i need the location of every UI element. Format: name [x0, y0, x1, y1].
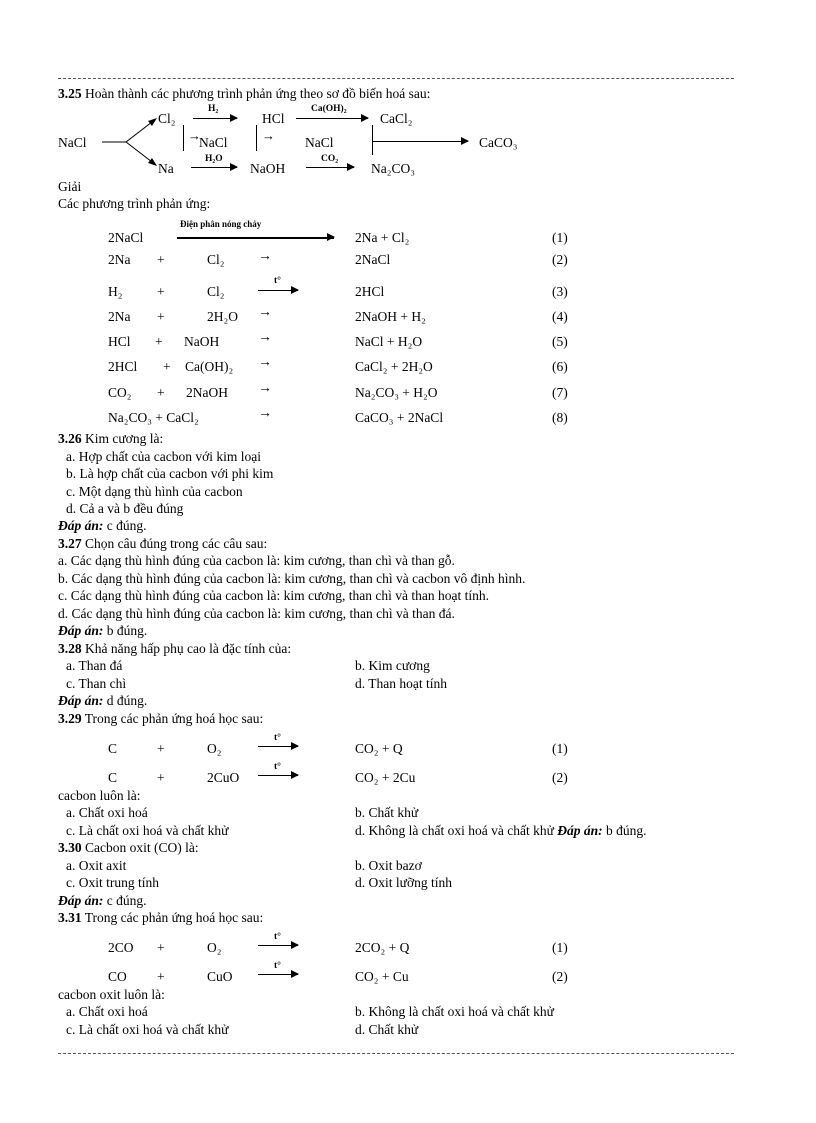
question-text: Trong các phản ứng hoá học sau:	[81, 711, 264, 726]
option-c: c. Than chì	[66, 676, 127, 691]
h2o-label: H₂O	[205, 154, 223, 164]
answer	[58, 693, 147, 709]
heat-label: t°	[274, 932, 281, 942]
arrow-icon	[258, 746, 298, 747]
option-d-with-answer	[355, 823, 647, 839]
heat-label: t°	[274, 276, 281, 286]
question-3-29	[58, 711, 263, 727]
arrow-icon	[177, 237, 334, 238]
answer-value: b đúng.	[602, 823, 647, 838]
nacl-mid2: NaCl	[305, 135, 334, 150]
reactant: CO₂	[108, 385, 132, 400]
product: CO₂ + Cu	[355, 969, 409, 984]
option-a: a. Chất oxi hoá	[66, 805, 148, 820]
reactant: Ca(OH)₂	[185, 359, 234, 374]
question-number: 3.29	[58, 711, 82, 726]
arrow-icon	[258, 775, 298, 776]
arrow-icon: →	[188, 128, 201, 143]
question-3-27	[58, 536, 267, 552]
cacl2-join-line	[372, 125, 373, 155]
plus: +	[157, 252, 165, 267]
branch-arrows	[100, 110, 160, 172]
plus: +	[157, 770, 165, 785]
arrow-icon: →	[258, 381, 272, 396]
option-d: d. Oxit lưỡng tính	[355, 875, 452, 890]
answer-value: c đúng.	[103, 893, 147, 908]
caoh2-label: Ca(OH)₂	[311, 104, 347, 114]
question-number: 3.26	[58, 431, 82, 446]
option-c: c. Một dạng thù hình của cacbon	[66, 484, 243, 499]
option-a: a. Than đá	[66, 658, 123, 673]
option-b: b. Là hợp chất của cacbon với phi kim	[66, 466, 274, 481]
product: 2Na + Cl₂	[355, 230, 410, 245]
reactant: Cl₂	[207, 284, 225, 299]
question-3-26	[58, 431, 163, 447]
question-3-28	[58, 641, 291, 657]
answer-label: Đáp án:	[557, 823, 603, 838]
equation-number: (1)	[552, 741, 568, 756]
question-number: 3.25	[58, 86, 82, 101]
heat-label: t°	[274, 733, 281, 743]
heat-label: t°	[274, 961, 281, 971]
arrow-icon: →	[258, 249, 272, 264]
plus: +	[155, 334, 163, 349]
question-text: Chọn câu đúng trong các câu sau:	[81, 536, 268, 551]
arrow-icon: →	[258, 305, 272, 320]
cacl2: CaCl₂	[380, 111, 413, 126]
question-text: Khả năng hấp phụ cao là đặc tính của:	[81, 641, 292, 656]
plus: +	[157, 969, 165, 984]
question-number: 3.28	[58, 641, 82, 656]
electrolysis-arrow	[177, 238, 334, 239]
option-c: c. Là chất oxi hoá và chất khử	[66, 823, 229, 838]
option-c: c. Là chất oxi hoá và chất khử	[66, 1022, 229, 1037]
reactant: 2NaCl	[108, 230, 144, 245]
equation-number: (7)	[552, 385, 568, 400]
reactant: 2NaOH	[186, 385, 228, 400]
equation-number: (5)	[552, 334, 568, 349]
cl2-down-line	[183, 125, 184, 151]
reactant: C	[108, 770, 118, 785]
equation-number: (4)	[552, 309, 568, 324]
naoh: NaOH	[250, 161, 286, 176]
option-d: d. Không là chất oxi hoá và chất khử	[355, 823, 554, 838]
question-number: 3.30	[58, 840, 82, 855]
arrow-icon	[306, 167, 354, 168]
answer	[58, 623, 147, 639]
option-d: d. Chất khử	[355, 1022, 419, 1037]
reactant: 2HCl	[108, 359, 138, 374]
reactant: H₂	[108, 284, 123, 299]
plus: +	[157, 940, 165, 955]
plus: +	[157, 741, 165, 756]
product: NaCl + H₂O	[355, 334, 423, 349]
reactant: C	[108, 741, 118, 756]
question-number: 3.31	[58, 910, 82, 925]
arrow-icon: →	[262, 128, 275, 143]
equation-number: (2)	[552, 969, 568, 984]
hcl-down-line	[256, 125, 257, 151]
hcl: HCl	[262, 111, 285, 126]
answer-label: Đáp án:	[58, 518, 104, 533]
bottom-divider	[58, 1053, 734, 1054]
equation-number: (8)	[552, 410, 568, 425]
na2co3: Na₂CO₃	[371, 161, 415, 176]
co2-label: CO₂	[321, 154, 339, 164]
reactant: 2H₂O	[207, 309, 238, 324]
answer-value: b đúng.	[103, 623, 148, 638]
solution-intro: Các phương trình phản ứng:	[58, 196, 211, 211]
question-text: Trong các phản ứng hoá học sau:	[81, 910, 264, 925]
plus: +	[163, 359, 171, 374]
reactant: 2CuO	[207, 770, 240, 785]
arrow-icon: →	[258, 355, 272, 370]
reactant: NaOH	[184, 334, 220, 349]
plus: +	[157, 284, 165, 299]
reactant: 2Na	[108, 309, 131, 324]
arrow-icon	[372, 141, 468, 142]
product: CO₂ + 2Cu	[355, 770, 416, 785]
top-divider	[58, 78, 734, 79]
question-3-31	[58, 910, 263, 926]
question-text: Kim cương là:	[81, 431, 164, 446]
option-d: d. Than hoạt tính	[355, 676, 447, 691]
option-b: b. Chất khử	[355, 805, 419, 820]
equation-number: (2)	[552, 770, 568, 785]
answer-label: Đáp án:	[58, 693, 104, 708]
reactant: O₂	[207, 741, 222, 756]
reactant: 2Na	[108, 252, 131, 267]
answer	[58, 518, 147, 534]
product: CO₂ + Q	[355, 741, 403, 756]
option-d: d. Cả a và b đều đúng	[66, 501, 184, 516]
nacl-start: NaCl	[58, 135, 87, 150]
option-a: a. Các dạng thù hình đúng của cacbon là: kim cương, than chì và than gỗ.	[58, 553, 455, 568]
question-3-30	[58, 840, 199, 856]
arrow-icon: →	[258, 406, 272, 421]
option-d: d. Các dạng thù hình đúng của cacbon là: kim cương, than chì và than đá.	[58, 606, 455, 621]
solution-label: Giải	[58, 179, 82, 194]
electrolysis-label: Điện phân nóng chảy	[180, 219, 262, 229]
answer-label: Đáp án:	[58, 893, 104, 908]
equation-number: (1)	[552, 940, 568, 955]
plus: +	[157, 385, 165, 400]
equation-number: (2)	[552, 252, 568, 267]
option-a: a. Oxit axit	[66, 858, 127, 873]
arrow-icon	[258, 974, 298, 975]
na: Na	[158, 161, 174, 176]
product: CaCO₃ + 2NaCl	[355, 410, 444, 425]
heat-label: t°	[274, 762, 281, 772]
option-a: a. Hợp chất của cacbon với kim loại	[66, 449, 261, 464]
product: 2CO₂ + Q	[355, 940, 410, 955]
question-stem: cacbon oxit luôn là:	[58, 987, 165, 1002]
arrow-icon	[258, 290, 298, 291]
answer-value: c đúng.	[103, 518, 147, 533]
question-text: Hoàn thành các phương trình phản ứng theo sơ đồ biến hoá sau:	[81, 86, 431, 101]
reactant: Na₂CO₃ + CaCl₂	[108, 410, 199, 425]
equation-number: (1)	[552, 230, 568, 245]
reactant: CuO	[207, 969, 233, 984]
option-b: b. Oxit bazơ	[355, 858, 422, 873]
cl2: Cl₂	[158, 111, 176, 126]
arrow-icon	[191, 167, 237, 168]
option-c: c. Oxit trung tính	[66, 875, 159, 890]
option-c: c. Các dạng thù hình đúng của cacbon là: kim cương, than chì và than hoạt tính.	[58, 588, 489, 603]
option-b: b. Kim cương	[355, 658, 430, 673]
product: 2NaCl	[355, 252, 391, 267]
question-text: Cacbon oxit (CO) là:	[81, 840, 199, 855]
arrow-icon	[258, 945, 298, 946]
h2-label: H₂	[208, 104, 219, 114]
option-b: b. Các dạng thù hình đúng của cacbon là: kim cương, than chì và cacbon vô định hình.	[58, 571, 526, 586]
reactant: O₂	[207, 940, 222, 955]
arrow-icon	[296, 118, 368, 119]
product: CaCl₂ + 2H₂O	[355, 359, 433, 374]
option-a: a. Chất oxi hoá	[66, 1004, 148, 1019]
option-b: b. Không là chất oxi hoá và chất khử	[355, 1004, 554, 1019]
answer-label: Đáp án:	[58, 623, 104, 638]
reactant: 2CO	[108, 940, 134, 955]
answer	[58, 893, 147, 909]
product: Na₂CO₃ + H₂O	[355, 385, 438, 400]
question-stem: cacbon luôn là:	[58, 788, 141, 803]
reactant: Cl₂	[207, 252, 225, 267]
plus: +	[157, 309, 165, 324]
product: 2HCl	[355, 284, 385, 299]
equation-number: (3)	[552, 284, 568, 299]
product: 2NaOH + H₂	[355, 309, 426, 324]
answer-value: d đúng.	[103, 693, 148, 708]
reactant: HCl	[108, 334, 131, 349]
arrow-icon: →	[258, 330, 272, 345]
reactant: CO	[108, 969, 127, 984]
arrow-icon	[193, 118, 237, 119]
equation-number: (6)	[552, 359, 568, 374]
question-number: 3.27	[58, 536, 82, 551]
caco3: CaCO₃	[479, 135, 518, 150]
question-3-25	[58, 86, 430, 102]
nacl-mid1: NaCl	[199, 135, 228, 150]
